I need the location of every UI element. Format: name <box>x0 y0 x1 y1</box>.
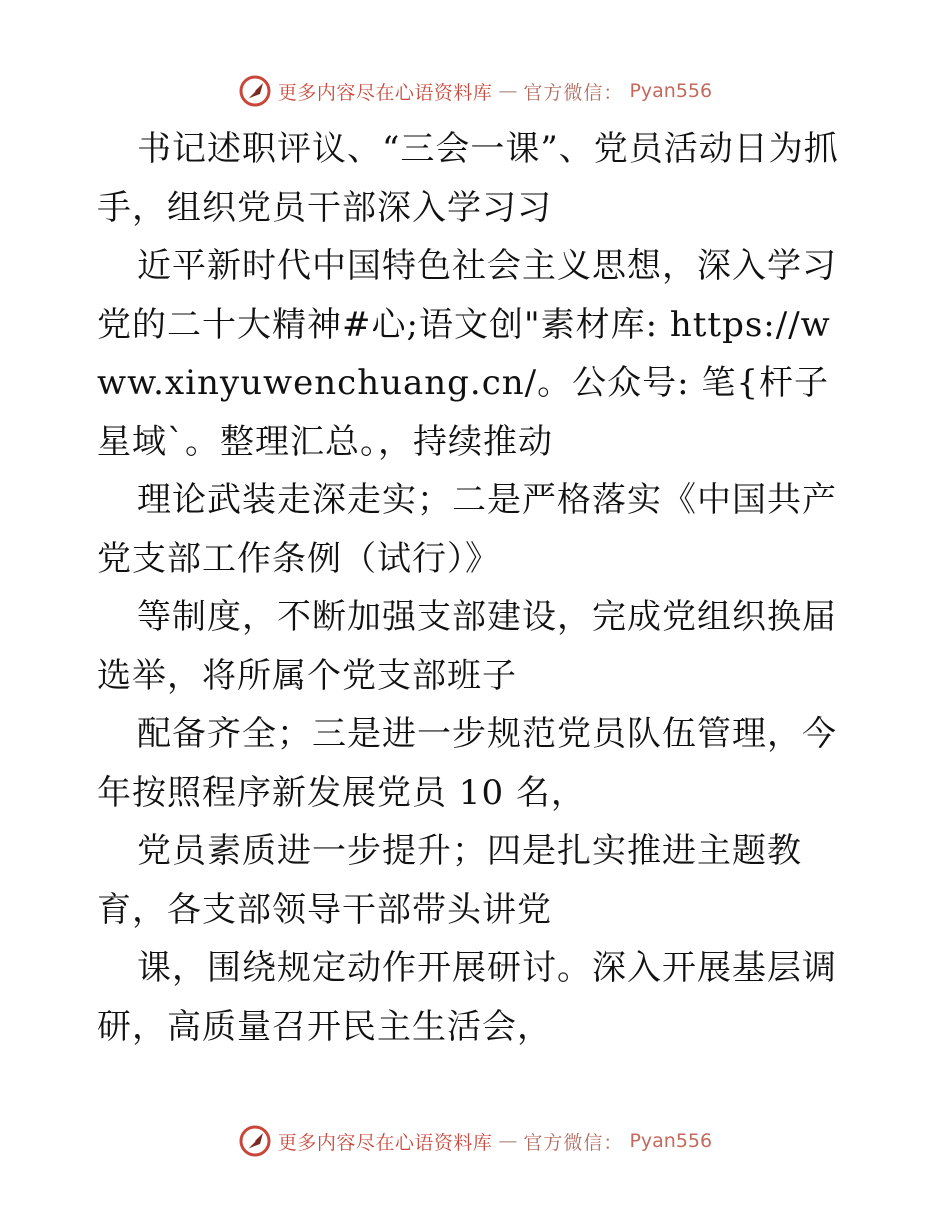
paragraph-2: 近平新时代中国特色社会主义思想，深入学习党的二十大精神#心;语文创"素材库: https://www.xinyuwenchuang.cn/。公众号: 笔{杆子星域`。整理汇总。，持续推动 <box>97 246 837 462</box>
watermark-main-text: 更多内容尽在心语资料库 <box>277 81 493 104</box>
paragraph-3: 理论武装走深走实；二是严格落实《中国共产党支部工作条例（试行）》 <box>97 480 837 579</box>
watermark-official-label: 官方微信： <box>523 1131 624 1154</box>
paragraph-1: 书记述职评议、“三会一课”、党员活动日为抓手，组织党员干部深入学习习 <box>97 129 839 228</box>
watermark-dash: — <box>498 1130 518 1152</box>
paragraph-5: 配备齐全；三是进一步规范党员队伍管理，今年按照程序新发展党员 10 名， <box>97 714 837 813</box>
header-watermark <box>0 74 950 108</box>
paragraph-4: 等制度，不断加强支部建设，完成党组织换届选举，将所属个党支部班子 <box>97 597 837 696</box>
paragraph-6: 党员素质进一步提升；四是扎实推进主题教育，各支部领导干部带头讲党 <box>97 831 802 930</box>
footer-watermark <box>0 1124 950 1158</box>
watermark-wechat-id: Pyan556 <box>629 1130 713 1152</box>
watermark-dash: — <box>498 80 518 102</box>
watermark-official-label: 官方微信： <box>523 81 624 104</box>
paragraph-7: 课，围绕规定动作开展研讨。深入开展基层调研，高质量召开民主生活会， <box>97 948 837 1047</box>
watermark-wechat-id: Pyan556 <box>629 80 713 102</box>
quill-logo-icon <box>238 1124 272 1158</box>
quill-logo-icon <box>238 74 272 108</box>
watermark-main-text: 更多内容尽在心语资料库 <box>277 1131 493 1154</box>
document-body <box>97 120 857 1056</box>
